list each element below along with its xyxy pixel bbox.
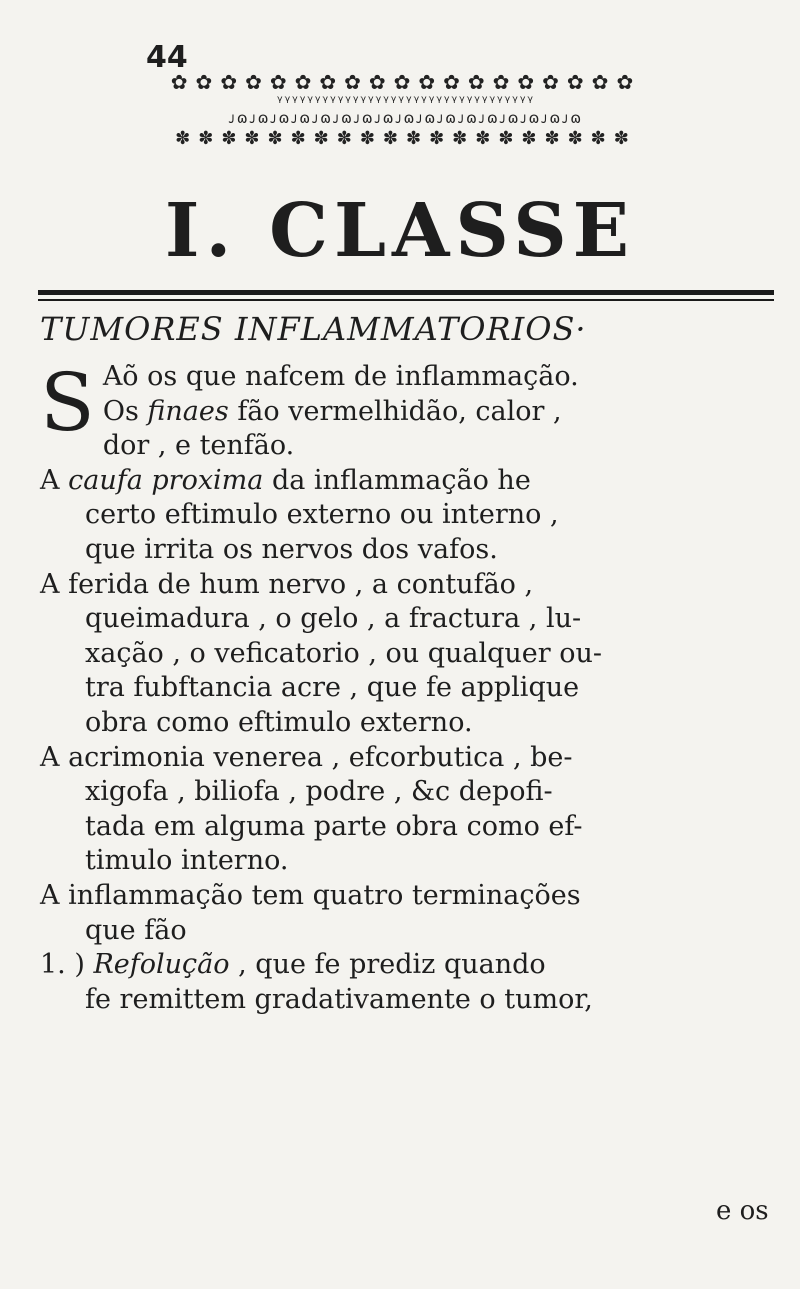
chapter-title: I. CLASSE xyxy=(164,188,636,274)
text-line: tada em alguma parte obra como ef- xyxy=(85,810,583,842)
text-segment: Os xyxy=(102,395,148,427)
drop-cap: S xyxy=(40,356,95,449)
text-line xyxy=(40,464,778,499)
text-segment: A xyxy=(40,464,69,496)
text-line xyxy=(40,395,778,430)
text-line xyxy=(40,948,778,983)
text-line: A inflammação tem quatro terminações xyxy=(40,879,581,911)
text-line: certo eftimulo externo ou interno , xyxy=(85,499,559,531)
section-heading: TUMORES INFLAMMATORIOS· xyxy=(40,310,587,348)
text-line: A ferida de hum nervo , a contufão , xyxy=(40,568,534,600)
text-line: que irrita os nervos dos vafos. xyxy=(85,533,498,565)
text-line: que fão xyxy=(85,914,187,946)
text-line: xação , o veficatorio , ou qualquer ou- xyxy=(85,637,603,669)
text-segment: 1. ) xyxy=(40,949,94,981)
ornament-row: ✿✿✿✿✿✿✿✿✿✿✿✿✿✿✿✿✿✿✿ xyxy=(170,72,642,92)
text-segment: da inflammação he xyxy=(263,464,531,496)
title-rule-thick xyxy=(38,290,774,295)
text-line: dor , e tenfão. xyxy=(102,430,295,462)
text-line: tra fubftancia acre , que fe applique xyxy=(85,672,580,704)
text-line: Aõ os que nafcem de inflammação. xyxy=(102,361,579,392)
italic-term: caufa proxima xyxy=(68,464,264,496)
title-rule-thin xyxy=(38,299,774,301)
italic-term: finaes xyxy=(147,395,229,427)
ornament-row: ᵞᵞᵞᵞᵞᵞᵞᵞᵞᵞᵞᵞᵞᵞᵞᵞᵞᵞᵞᵞᵞᵞᵞᵞᵞᵞᵞᵞᵞᵞᵞᵞᵞᵞ xyxy=(276,94,535,109)
catchword: e os xyxy=(716,1196,769,1226)
text-line: xigofa , biliofa , podre , &c depofi- xyxy=(85,776,553,808)
text-line: queimadura , o gelo , a fractura , lu- xyxy=(85,603,582,635)
body-text xyxy=(40,356,778,1017)
text-line: A acrimonia venerea , efcorbutica , be- xyxy=(40,741,573,773)
ornament-band xyxy=(18,72,794,148)
text-segment: , que fe prediz quando xyxy=(229,949,546,981)
ornament-row: ᴊɷᴊɷᴊɷᴊɷᴊɷᴊɷᴊɷᴊɷᴊɷᴊɷᴊɷᴊɷᴊɷᴊɷᴊɷᴊɷᴊɷ xyxy=(228,111,584,126)
page-number: 44 xyxy=(146,40,188,75)
text-line: obra como eftimulo externo. xyxy=(85,706,473,738)
text-line: timulo interno. xyxy=(85,845,289,877)
italic-term: Refolução xyxy=(93,949,230,981)
text-line: fe remittem gradativamente o tumor, xyxy=(85,983,593,1015)
text-segment: fão vermelhidão, calor , xyxy=(228,395,562,427)
ornament-row: ✽✽✽✽✽✽✽✽✽✽✽✽✽✽✽✽✽✽✽✽ xyxy=(175,130,637,148)
